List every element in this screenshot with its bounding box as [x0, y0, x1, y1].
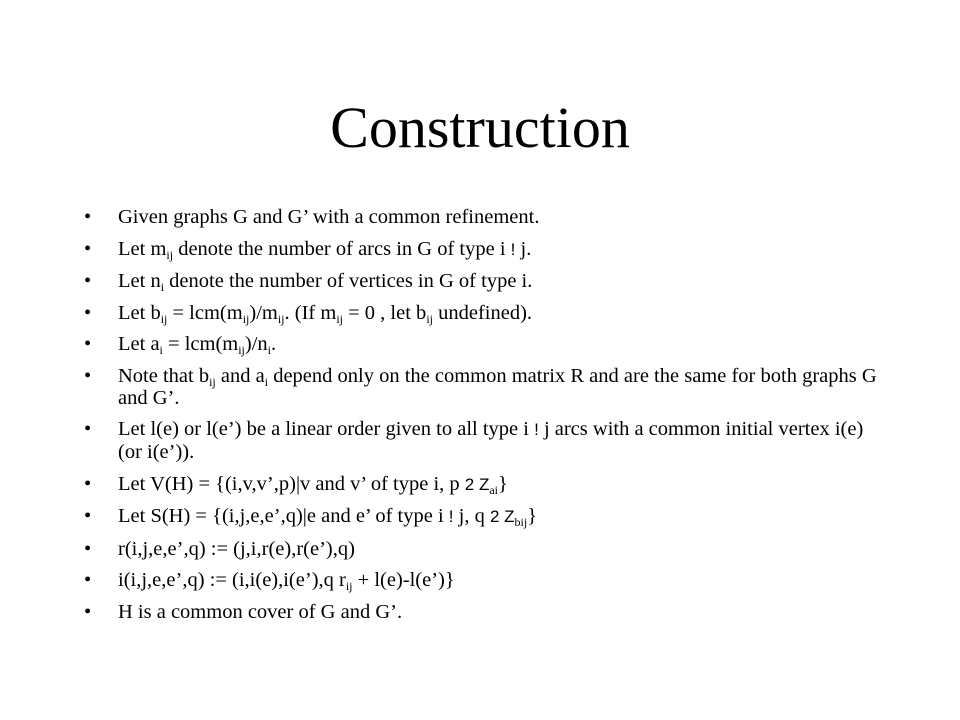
- bullet-dot: •: [84, 301, 92, 324]
- bullet-text: i(i,j,e,e’,q) := (i,i(e),i(e’),q r: [118, 569, 346, 591]
- bullet-text: .: [271, 333, 277, 355]
- subscript: ij: [166, 247, 174, 262]
- bullet-text: H is a common cover of G and G’.: [118, 600, 403, 623]
- bullet-text: }: [527, 505, 538, 527]
- bullet-item: [84, 538, 884, 560]
- bullet-text: }: [498, 472, 508, 495]
- bullet-item: [84, 270, 884, 292]
- bullet-item: [84, 473, 884, 496]
- bullet-text: depend only on the common matrix R and are the same for both graphs G and G’.: [118, 364, 877, 409]
- bullet-text: denote the number of arcs in G of type i: [173, 237, 511, 260]
- bullet-text: denote the number of vertices in G of type i.: [164, 270, 533, 292]
- bullet-item: [84, 569, 884, 591]
- bullet-text: j, q: [453, 505, 490, 527]
- subscript: i: [159, 343, 163, 357]
- bullet-text: Let V(H) = {(i,v,v’,p)|v and v’ of type i, p: [118, 472, 465, 495]
- bullet-text: Let a: [118, 333, 160, 355]
- bullet-item: [84, 365, 884, 409]
- bullet-text: r(i,j,e,e’,q) := (j,i,r(e),r(e’),q): [118, 537, 355, 560]
- bullet-dot: •: [84, 206, 92, 228]
- bullet-dot: •: [84, 418, 92, 440]
- bullet-text: undefined).: [432, 301, 533, 324]
- bullet-text: Let S(H) = {(i,j,e,e’,q)|e and e’ of type i: [118, 505, 449, 527]
- bullet-text: Let b: [118, 301, 161, 324]
- bullet-item: [84, 333, 884, 355]
- bullet-text: Note that b: [118, 364, 210, 387]
- bullet-dot: •: [84, 537, 92, 560]
- bullet-dot: •: [84, 237, 92, 260]
- bullet-text: j.: [515, 237, 532, 260]
- subscript: ij: [426, 311, 433, 326]
- subscript: bij: [514, 515, 528, 529]
- bullet-item: [84, 601, 884, 623]
- bullet-text: = lcm(m: [167, 301, 243, 324]
- set-symbol: 2 Z: [489, 507, 515, 526]
- subscript: ij: [277, 311, 285, 326]
- bullet-text: Let m: [118, 237, 167, 260]
- subscript: ai: [489, 482, 499, 497]
- set-symbol: 2 Z: [464, 474, 490, 494]
- bullet-dot: •: [84, 364, 92, 387]
- bullet-text: Let l(e) or l(e’) be a linear order given to all type i: [118, 418, 535, 440]
- subscript: ij: [242, 311, 250, 326]
- bullet-text: and a: [215, 364, 265, 387]
- bullet-dot: •: [84, 505, 92, 527]
- arrow-symbol: !: [510, 239, 516, 259]
- bullet-list: [84, 206, 884, 632]
- bullet-dot: •: [84, 600, 92, 623]
- bullet-text: + l(e)-l(e’)}: [352, 569, 455, 591]
- bullet-item: [84, 238, 884, 261]
- bullet-text: . (If m: [284, 301, 337, 324]
- subscript: i: [267, 343, 272, 357]
- bullet-dot: •: [84, 472, 92, 495]
- slide-title: Construction: [330, 95, 630, 160]
- bullet-text: Let n: [118, 270, 161, 292]
- bullet-text: )/n: [244, 333, 268, 355]
- bullet-text: Given graphs G and G’ with a common refinement.: [118, 206, 540, 228]
- subscript: ij: [209, 374, 216, 389]
- bullet-text: )/m: [249, 301, 278, 324]
- subscript: ij: [238, 343, 245, 357]
- arrow-symbol: !: [448, 507, 454, 526]
- bullet-text: = lcm(m: [162, 333, 239, 355]
- subscript: i: [264, 374, 269, 389]
- bullet-item: [84, 505, 884, 528]
- bullet-item: [84, 206, 884, 228]
- subscript: ij: [345, 579, 353, 593]
- bullet-item: [84, 418, 884, 463]
- subscript: ij: [160, 311, 168, 326]
- bullet-item: [84, 302, 884, 324]
- bullet-dot: •: [84, 569, 92, 591]
- arrow-symbol: !: [534, 420, 539, 439]
- bullet-dot: •: [84, 333, 92, 355]
- subscript: ij: [336, 311, 343, 326]
- subscript: i: [160, 280, 165, 294]
- bullet-text: = 0 , let b: [343, 301, 427, 324]
- bullet-text: j arcs with a common initial vertex i(e) (or i(e’)).: [118, 418, 864, 463]
- bullet-dot: •: [84, 270, 92, 292]
